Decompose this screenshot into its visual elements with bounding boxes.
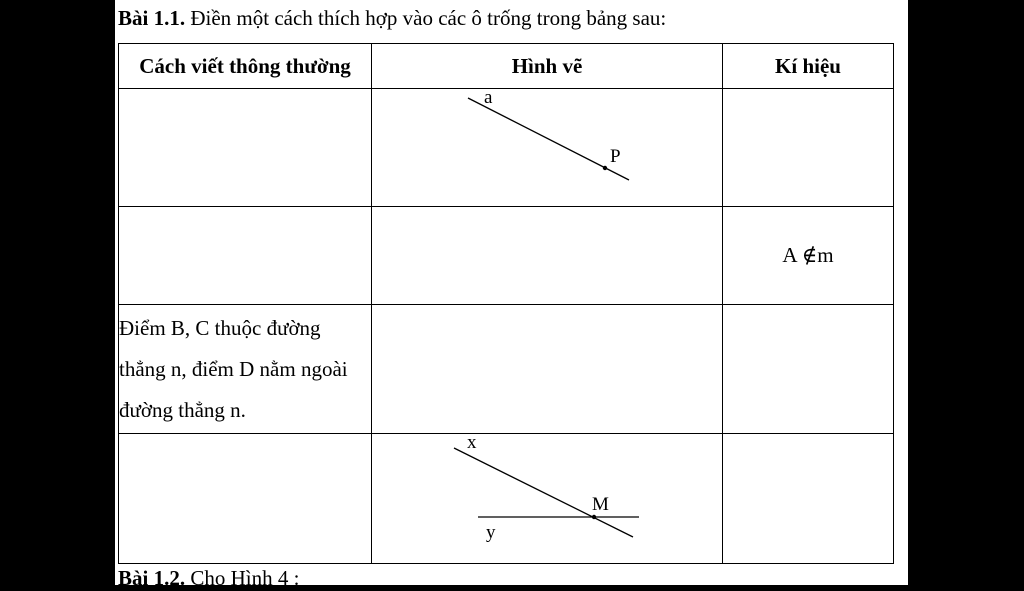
symbol-cell: A ∉m [723, 207, 894, 305]
description-cell [119, 89, 372, 207]
label-m: M [592, 494, 609, 515]
description-cell [119, 434, 372, 564]
label-x: x [467, 434, 477, 453]
next-exercise-number: Bài 1.2. [118, 566, 186, 590]
figure-cell [372, 434, 723, 564]
point-p [603, 166, 607, 170]
table-row [119, 434, 894, 564]
figure-cell [372, 207, 723, 305]
description-cell: Điểm B, C thuộc đường thẳng n, điểm D nằm ngoài đường thẳng n. [119, 305, 372, 434]
table-row [119, 305, 894, 434]
label-y: y [486, 522, 496, 543]
table-row [119, 89, 894, 207]
header-symbol: Kí hiệu [723, 44, 894, 89]
lines-x-y-point-m-figure [372, 434, 723, 563]
header-figure: Hình vẽ [372, 44, 723, 89]
next-exercise-text: Cho Hình 4 : [185, 566, 300, 590]
figure-cell [372, 89, 723, 207]
line-a-point-p-figure [372, 89, 723, 206]
symbol-cell [723, 305, 894, 434]
label-a: a [484, 89, 493, 108]
header-normal-writing: Cách viết thông thường [119, 44, 372, 89]
table-row [119, 207, 894, 305]
description-cell [119, 207, 372, 305]
next-exercise-heading [118, 566, 299, 591]
symbol-cell [723, 89, 894, 207]
exercise-heading [118, 6, 666, 31]
exercise-table [118, 43, 894, 564]
point-m [592, 515, 596, 519]
exercise-instruction: Điền một cách thích hợp vào các ô trống trong bảng sau: [185, 6, 667, 30]
symbol-cell [723, 434, 894, 564]
table-header-row [119, 44, 894, 89]
document-page [115, 0, 908, 590]
figure-cell [372, 305, 723, 434]
exercise-number: Bài 1.1. [118, 6, 186, 30]
line-x [454, 448, 633, 537]
label-p: P [610, 146, 621, 167]
